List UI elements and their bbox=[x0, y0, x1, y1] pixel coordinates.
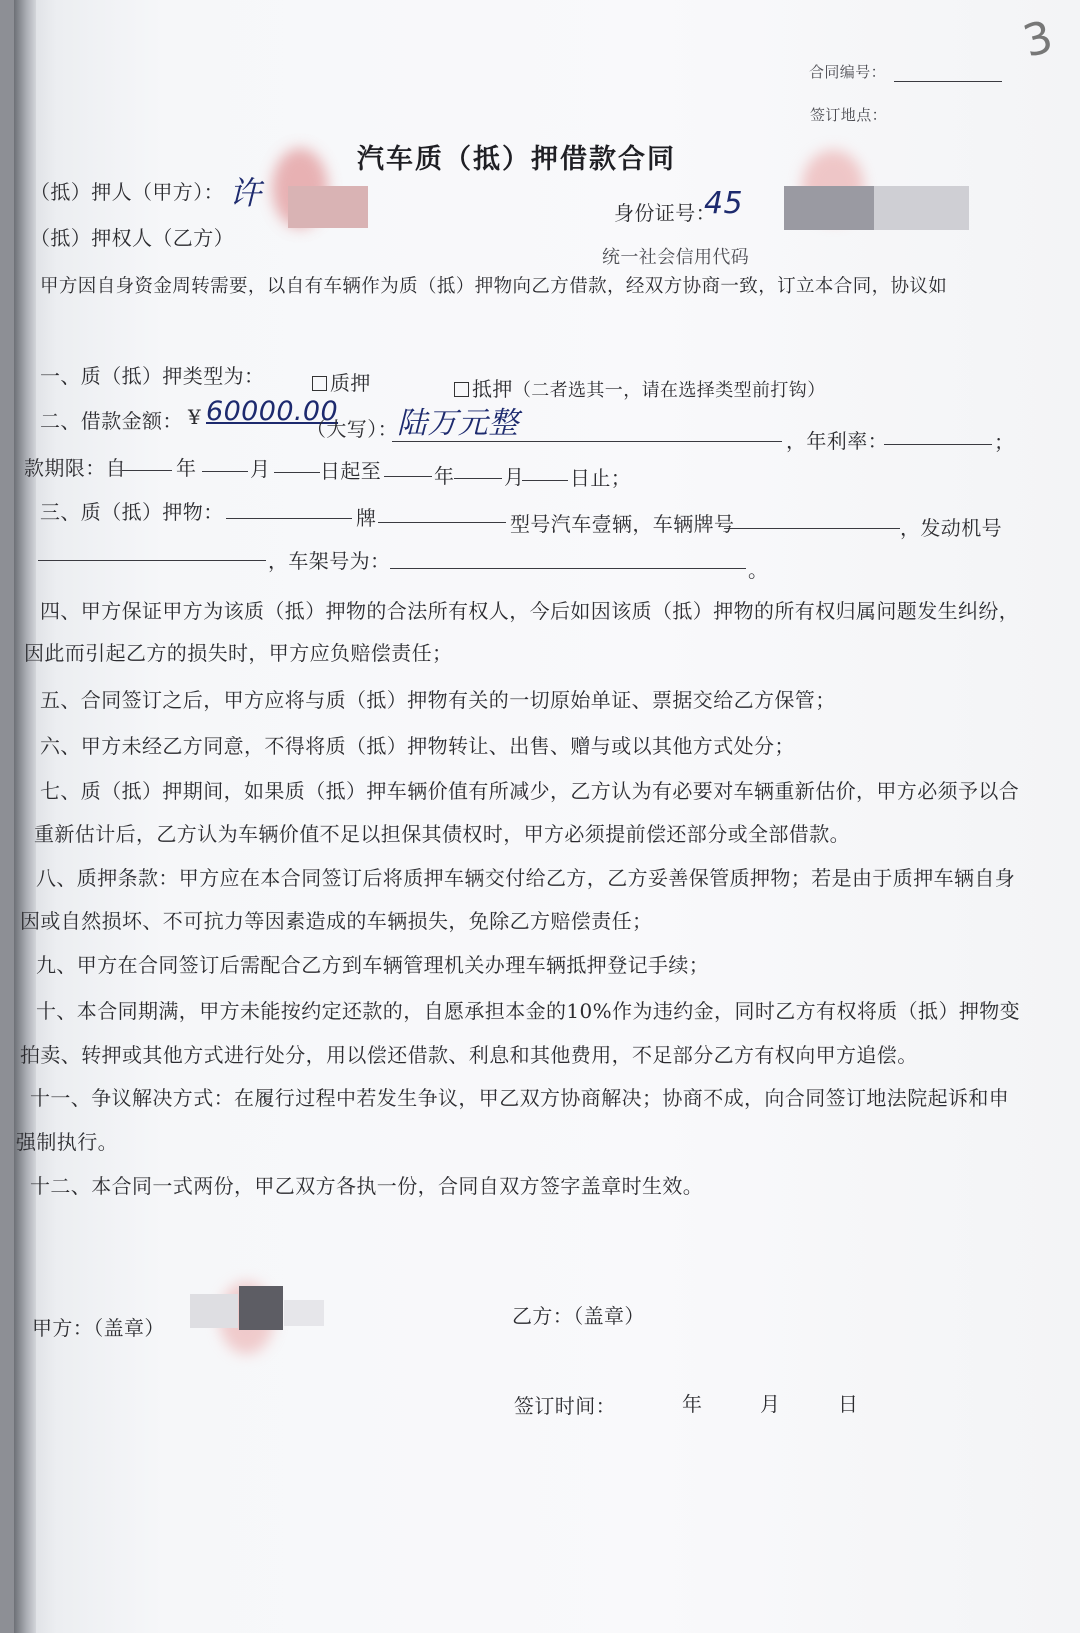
option-note: （二者选其一，请在选择类型前打钩） bbox=[512, 380, 826, 401]
clause-10-line-2: 拍卖、转押或其他方式进行处分，用以偿还借款、利息和其他费用，不足部分乙方有权向甲方追偿。 bbox=[20, 1043, 918, 1067]
term-month-1: 月 bbox=[250, 457, 271, 481]
frame-line bbox=[390, 568, 746, 569]
clause-9: 九、甲方在合同签订后需配合乙方到车辆管理机关办理车辆抵押登记手续； bbox=[36, 953, 710, 977]
party-a-seal-label: 甲方：（盖章） bbox=[32, 1316, 165, 1340]
sign-date-year: 年 bbox=[682, 1392, 703, 1416]
sign-date-day: 日 bbox=[838, 1392, 859, 1416]
clause-1-label: 一、质（抵）押类型为： bbox=[40, 364, 265, 388]
pledgor-handwritten-name: 许 bbox=[229, 174, 262, 212]
term-month-2: 月 bbox=[504, 465, 525, 489]
loan-amount-handwritten: 60000.00 bbox=[206, 396, 339, 427]
term-year-2: 年 bbox=[434, 464, 455, 488]
clause-4-line-1: 四、甲方保证甲方为该质（抵）押物的合法所有权人，今后如因该质（抵）押物的所有权归属问题发生纠纷， bbox=[40, 599, 1020, 623]
option-pledge[interactable] bbox=[312, 367, 371, 396]
term-line-6 bbox=[522, 480, 568, 481]
currency-sign: ¥ bbox=[188, 405, 202, 429]
annual-rate-label: ，年利率： bbox=[786, 429, 888, 453]
redacted-signature-tail bbox=[284, 1300, 324, 1326]
frame-label: ，车架号为： bbox=[268, 549, 391, 573]
term-day-1: 日起至 bbox=[320, 459, 382, 483]
engine-line bbox=[38, 560, 266, 561]
contract-no-line bbox=[894, 81, 1002, 82]
term-day-2: 日止； bbox=[570, 466, 632, 490]
clause-7-line-1: 七、质（抵）押期间，如果质（抵）押车辆价值有所减少，乙方认为有必要对车辆重新估价，甲方必须予以合 bbox=[40, 779, 1020, 803]
model-line bbox=[378, 522, 506, 523]
corner-handwritten-mark: 3 bbox=[1017, 11, 1059, 68]
clause-12: 十二、本合同一式两份，甲乙双方各执一份，合同自双方签字盖章时生效。 bbox=[30, 1174, 704, 1198]
pledgee-label: （抵）押权人（乙方） bbox=[30, 226, 234, 250]
term-line-5 bbox=[454, 478, 502, 479]
page-title: 汽车质（抵）押借款合同 bbox=[357, 144, 676, 175]
sign-place-label: 签订地点： bbox=[810, 106, 888, 124]
engine-label: ，发动机号 bbox=[900, 516, 1002, 540]
frame-end: 。 bbox=[748, 558, 769, 582]
brand-line bbox=[226, 518, 352, 519]
amount-daxie-line bbox=[392, 441, 782, 442]
redacted-name bbox=[288, 186, 368, 228]
contract-no-label: 合同编号： bbox=[809, 63, 887, 81]
redacted-id-number-2 bbox=[874, 186, 969, 230]
clause-4-line-2: 因此而引起乙方的损失时，甲方应负赔偿责任； bbox=[24, 641, 453, 665]
annual-rate-line bbox=[884, 444, 992, 445]
amount-daxie-label: （大写）： bbox=[306, 417, 398, 441]
credit-code-label: 统一社会信用代码 bbox=[602, 247, 750, 268]
clause-7-line-2: 重新估计后，乙方认为车辆价值不足以担保其债权时，甲方必须提前偿还部分或全部借款。 bbox=[34, 822, 850, 846]
amount-daxie-handwritten: 陆万元整 bbox=[397, 406, 519, 441]
option-pledge-label: 质押 bbox=[330, 371, 371, 395]
clause-11-line-1: 十一、争议解决方式：在履行过程中若发生争议，甲乙双方协商解决；协商不成，向合同签订地法院起诉和申 bbox=[30, 1086, 1010, 1110]
sign-date-label: 签订时间： bbox=[514, 1394, 616, 1418]
plate-line bbox=[724, 528, 900, 529]
term-line-2 bbox=[202, 471, 248, 472]
id-number-handwritten: 45 bbox=[704, 186, 743, 221]
sign-date-month: 月 bbox=[760, 1392, 781, 1416]
clause-8-line-1: 八、质押条款：甲方应在本合同签订后将质押车辆交付给乙方，乙方妥善保管质押物；若是由于质押车辆自身 bbox=[36, 866, 1016, 890]
redacted-signature bbox=[239, 1286, 283, 1330]
term-line-1 bbox=[122, 470, 172, 471]
clause-2-label: 二、借款金额： bbox=[40, 409, 183, 433]
clause-5: 五、合同签订之后，甲方应将与质（抵）押物有关的一切原始单证、票据交给乙方保管； bbox=[40, 688, 836, 712]
term-line-3 bbox=[274, 472, 320, 473]
contract-page bbox=[14, 0, 1080, 1633]
annual-rate-end: ； bbox=[994, 430, 1015, 454]
model-label: 型号汽车壹辆，车辆牌号 bbox=[510, 512, 735, 536]
redacted-signature-light bbox=[190, 1294, 238, 1328]
brand-label: 牌 bbox=[356, 506, 377, 530]
redacted-id-number bbox=[784, 186, 874, 230]
clause-3-label: 三、质（抵）押物： bbox=[40, 500, 224, 524]
clause-10-line-1: 十、本合同期满，甲方未能按约定还款的，自愿承担本金的10%作为违约金，同时乙方有权将质（抵）押物变 bbox=[36, 999, 1021, 1023]
clause-8-line-2: 因或自然损坏、不可抗力等因素造成的车辆损失，免除乙方赔偿责任； bbox=[20, 909, 653, 933]
id-number-label: 身份证号： bbox=[614, 201, 716, 225]
term-year-1: 年 bbox=[176, 456, 197, 480]
pledgor-label: （抵）押人（甲方）： bbox=[30, 180, 224, 204]
term-line-4 bbox=[384, 476, 432, 477]
clause-11-line-2: 强制执行。 bbox=[16, 1130, 118, 1154]
option-mortgage-label: 抵押 bbox=[472, 377, 513, 401]
mortgage-checkbox[interactable] bbox=[454, 382, 469, 397]
clause-6: 六、甲方未经乙方同意，不得将质（抵）押物转让、出售、赠与或以其他方式处分； bbox=[40, 734, 795, 758]
loan-term-prefix: 款期限：自 bbox=[24, 456, 126, 480]
party-b-seal-label: 乙方：（盖章） bbox=[512, 1304, 645, 1328]
intro-paragraph: 甲方因自身资金周转需要，以自有车辆作为质（抵）押物向乙方借款，经双方协商一致，订立本合同，协议如 bbox=[40, 276, 948, 297]
pledge-checkbox[interactable] bbox=[312, 376, 327, 391]
